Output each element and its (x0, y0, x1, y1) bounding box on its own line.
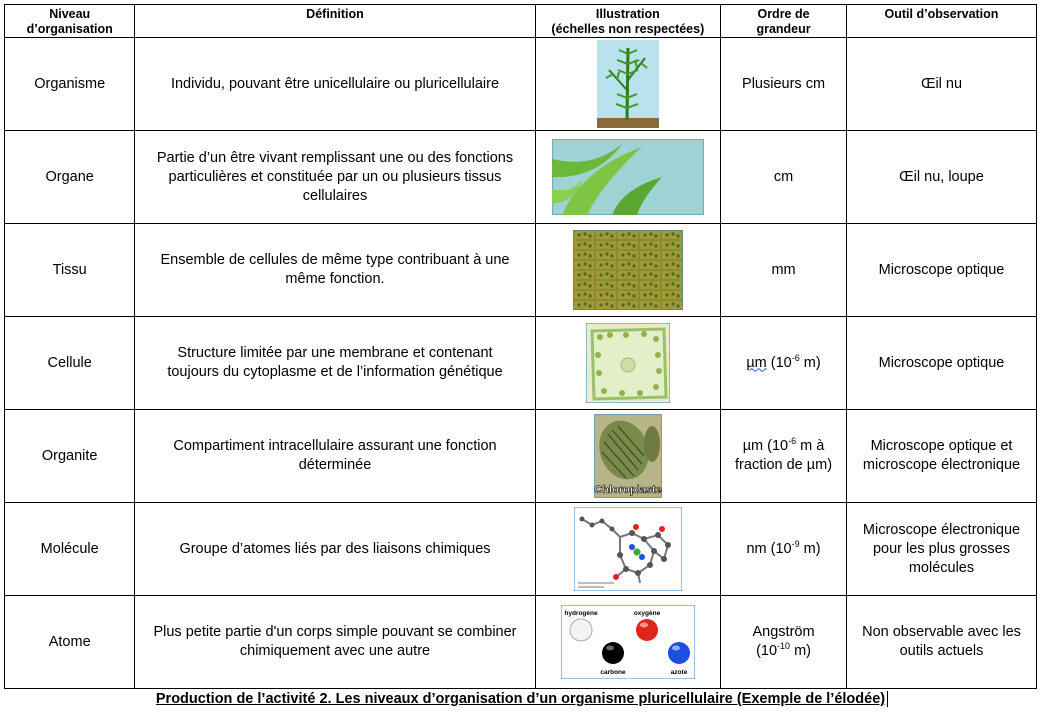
header-definition: Définition (135, 5, 535, 38)
definition-cell: Ensemble de cellules de même type contribuant à une même fonction. (135, 224, 535, 317)
atom-label-hydrogen: hydrogène (564, 610, 598, 617)
table-row (5, 503, 1037, 596)
chlorophyll-molecule-model (574, 507, 682, 591)
definition-cell: Compartiment intracellulaire assurant une fonction déterminée (135, 410, 535, 503)
tool-cell: Microscope optique (846, 224, 1036, 317)
magnitude-cell: cm (721, 131, 847, 224)
level-cell: Organisme (5, 38, 135, 131)
magnitude-cell: µm ($10^{-6}$ m) (721, 317, 847, 410)
tool-cell: Microscope optique (846, 317, 1036, 410)
tool-cell: Œil nu (846, 38, 1036, 131)
tissue-micrograph (573, 230, 683, 310)
chloroplast-micrograph (594, 414, 662, 498)
level-cell: Atome (5, 596, 135, 689)
table-row (5, 317, 1037, 410)
definition-cell: Structure limitée par une membrane et contenant toujours du cytoplasme et de l’information génétique (135, 317, 535, 410)
magnitude-cell: Plusieurs cm (721, 38, 847, 131)
atom-label-carbon: carbone (600, 669, 626, 676)
header-tool: Outil d’observation (846, 5, 1036, 38)
illustration-cell (535, 224, 720, 317)
table-caption: Production de l’activité 2. Les niveaux d’organisation d’un organisme pluricellulaire (Exemple de l’élodée) (0, 691, 1044, 707)
definition-cell: Groupe d’atomes liés par des liaisons chimiques (135, 503, 535, 596)
cell-micrograph (586, 323, 670, 403)
level-cell: Tissu (5, 224, 135, 317)
carbon-atom-icon (602, 642, 624, 664)
definition-cell: Partie d’un être vivant remplissant une ou des fonctions particulières et constituée par un ou plusieurs tissus cellulaires (135, 131, 535, 224)
table-row (5, 596, 1037, 689)
illustration-cell (535, 131, 720, 224)
header-level: Niveau d’organisation (5, 5, 135, 38)
chloroplast-label: Chloroplaste (594, 484, 662, 496)
header-illustration: Illustration (échelles non respectées) (535, 5, 720, 38)
illustration-cell (535, 317, 720, 410)
magnitude-cell: Angström ($10^{-10}$ m) (721, 596, 847, 689)
tool-cell: Non observable avec les outils actuels (846, 596, 1036, 689)
elodea-plant-photo (597, 40, 659, 128)
hydrogen-atom-icon (570, 619, 592, 641)
level-cell: Molécule (5, 503, 135, 596)
table-row (5, 224, 1037, 317)
illustration-cell (535, 410, 720, 503)
table-row (5, 410, 1037, 503)
atom-label-nitrogen: azote (670, 669, 688, 676)
leaf-photo (552, 139, 704, 215)
definition-cell: Plus petite partie d'un corps simple pouvant se combiner chimiquement avec une autre (135, 596, 535, 689)
atom-label-oxygen: oxygène (633, 610, 661, 617)
table-row (5, 131, 1037, 224)
header-magnitude: Ordre de grandeur (721, 5, 847, 38)
tool-cell: Microscope électronique pour les plus grosses molécules (846, 503, 1036, 596)
magnitude-cell: mm (721, 224, 847, 317)
definition-cell: Individu, pouvant être unicellulaire ou pluricellulaire (135, 38, 535, 131)
illustration-cell (535, 596, 720, 689)
table-row (5, 38, 1037, 131)
nitrogen-atom-icon (668, 642, 690, 664)
organisation-levels-table (4, 4, 1037, 689)
level-cell: Organe (5, 131, 135, 224)
table-header-row (5, 5, 1037, 38)
illustration-cell (535, 38, 720, 131)
tool-cell: Œil nu, loupe (846, 131, 1036, 224)
magnitude-cell: µm ($10^{-6}$ m à fraction de µm) (721, 410, 847, 503)
level-cell: Cellule (5, 317, 135, 410)
magnitude-cell: nm ($10^{-9}$ m) (721, 503, 847, 596)
atom-models (561, 605, 695, 679)
illustration-cell (535, 503, 720, 596)
level-cell: Organite (5, 410, 135, 503)
oxygen-atom-icon (636, 619, 658, 641)
tool-cell: Microscope optique et microscope électronique (846, 410, 1036, 503)
